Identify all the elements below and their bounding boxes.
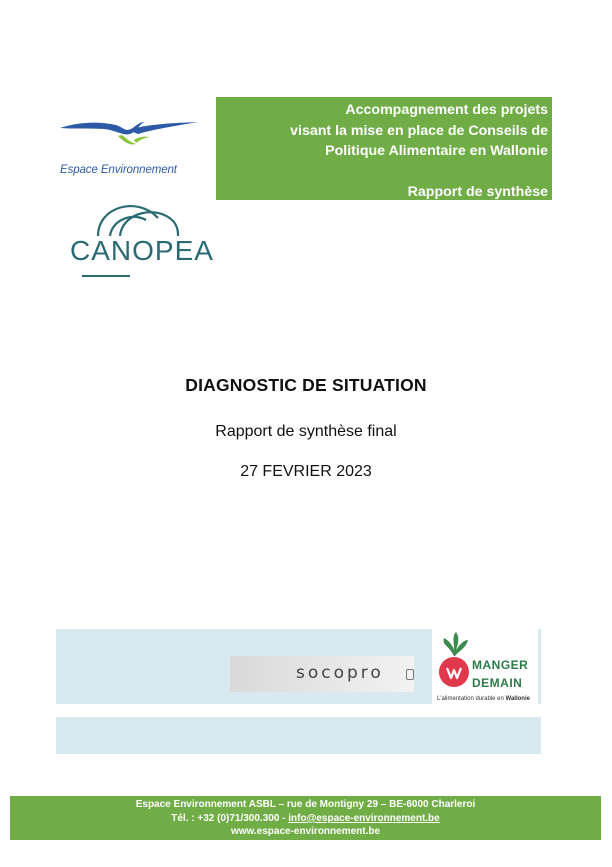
footer-email-link[interactable]: info@espace-environnement.be: [288, 812, 440, 824]
title-box-line-3: Politique Alimentaire en Wallonie: [325, 143, 548, 159]
socopro-logo: [230, 656, 414, 692]
footer-contact: Tél. : +32 (0)71/300.300 - info@espace-environnement.be: [171, 812, 440, 824]
title-box-line-4: Rapport de synthèse: [407, 183, 548, 200]
page-subtitle: Rapport de synthèse final: [215, 423, 397, 440]
footer-website[interactable]: www.espace-environnement.be: [230, 826, 381, 837]
socopro-wordmark: socopro: [296, 663, 384, 683]
title-box-line-2: visant la mise en place de Conseils de: [290, 122, 548, 139]
socopro-mark-icon: [406, 669, 414, 680]
espace-environnement-logo: [58, 116, 208, 182]
bird-wave-icon: [58, 116, 208, 164]
manger-demain-line-1: MANGER: [472, 658, 529, 672]
manger-demain-line-2: DEMAIN: [472, 676, 523, 690]
title-box: [216, 97, 552, 200]
canopea-wordmark: CANOPEA: [70, 235, 214, 266]
footer: [10, 796, 601, 840]
page-title: DIAGNOSTIC DE SITUATION: [185, 375, 427, 395]
report-date: 27 FEVRIER 2023: [240, 463, 372, 480]
espace-environnement-wordmark: Espace Environnement: [60, 164, 177, 176]
canopea-arches-icon: [66, 198, 191, 238]
manger-demain-tagline: L'alimentation durable en Wallonie: [437, 696, 530, 702]
manger-demain-logo: [432, 628, 538, 707]
footer-address: Espace Environnement ASBL – rue de Montigny 29 – BE-6000 Charleroi: [135, 799, 476, 810]
title-box-line-1: Accompagnement des projets: [345, 102, 548, 118]
radish-icon: [434, 630, 474, 696]
partner-band-lower: [56, 717, 541, 754]
canopea-logo: [66, 198, 214, 282]
canopea-underline: [82, 275, 130, 277]
